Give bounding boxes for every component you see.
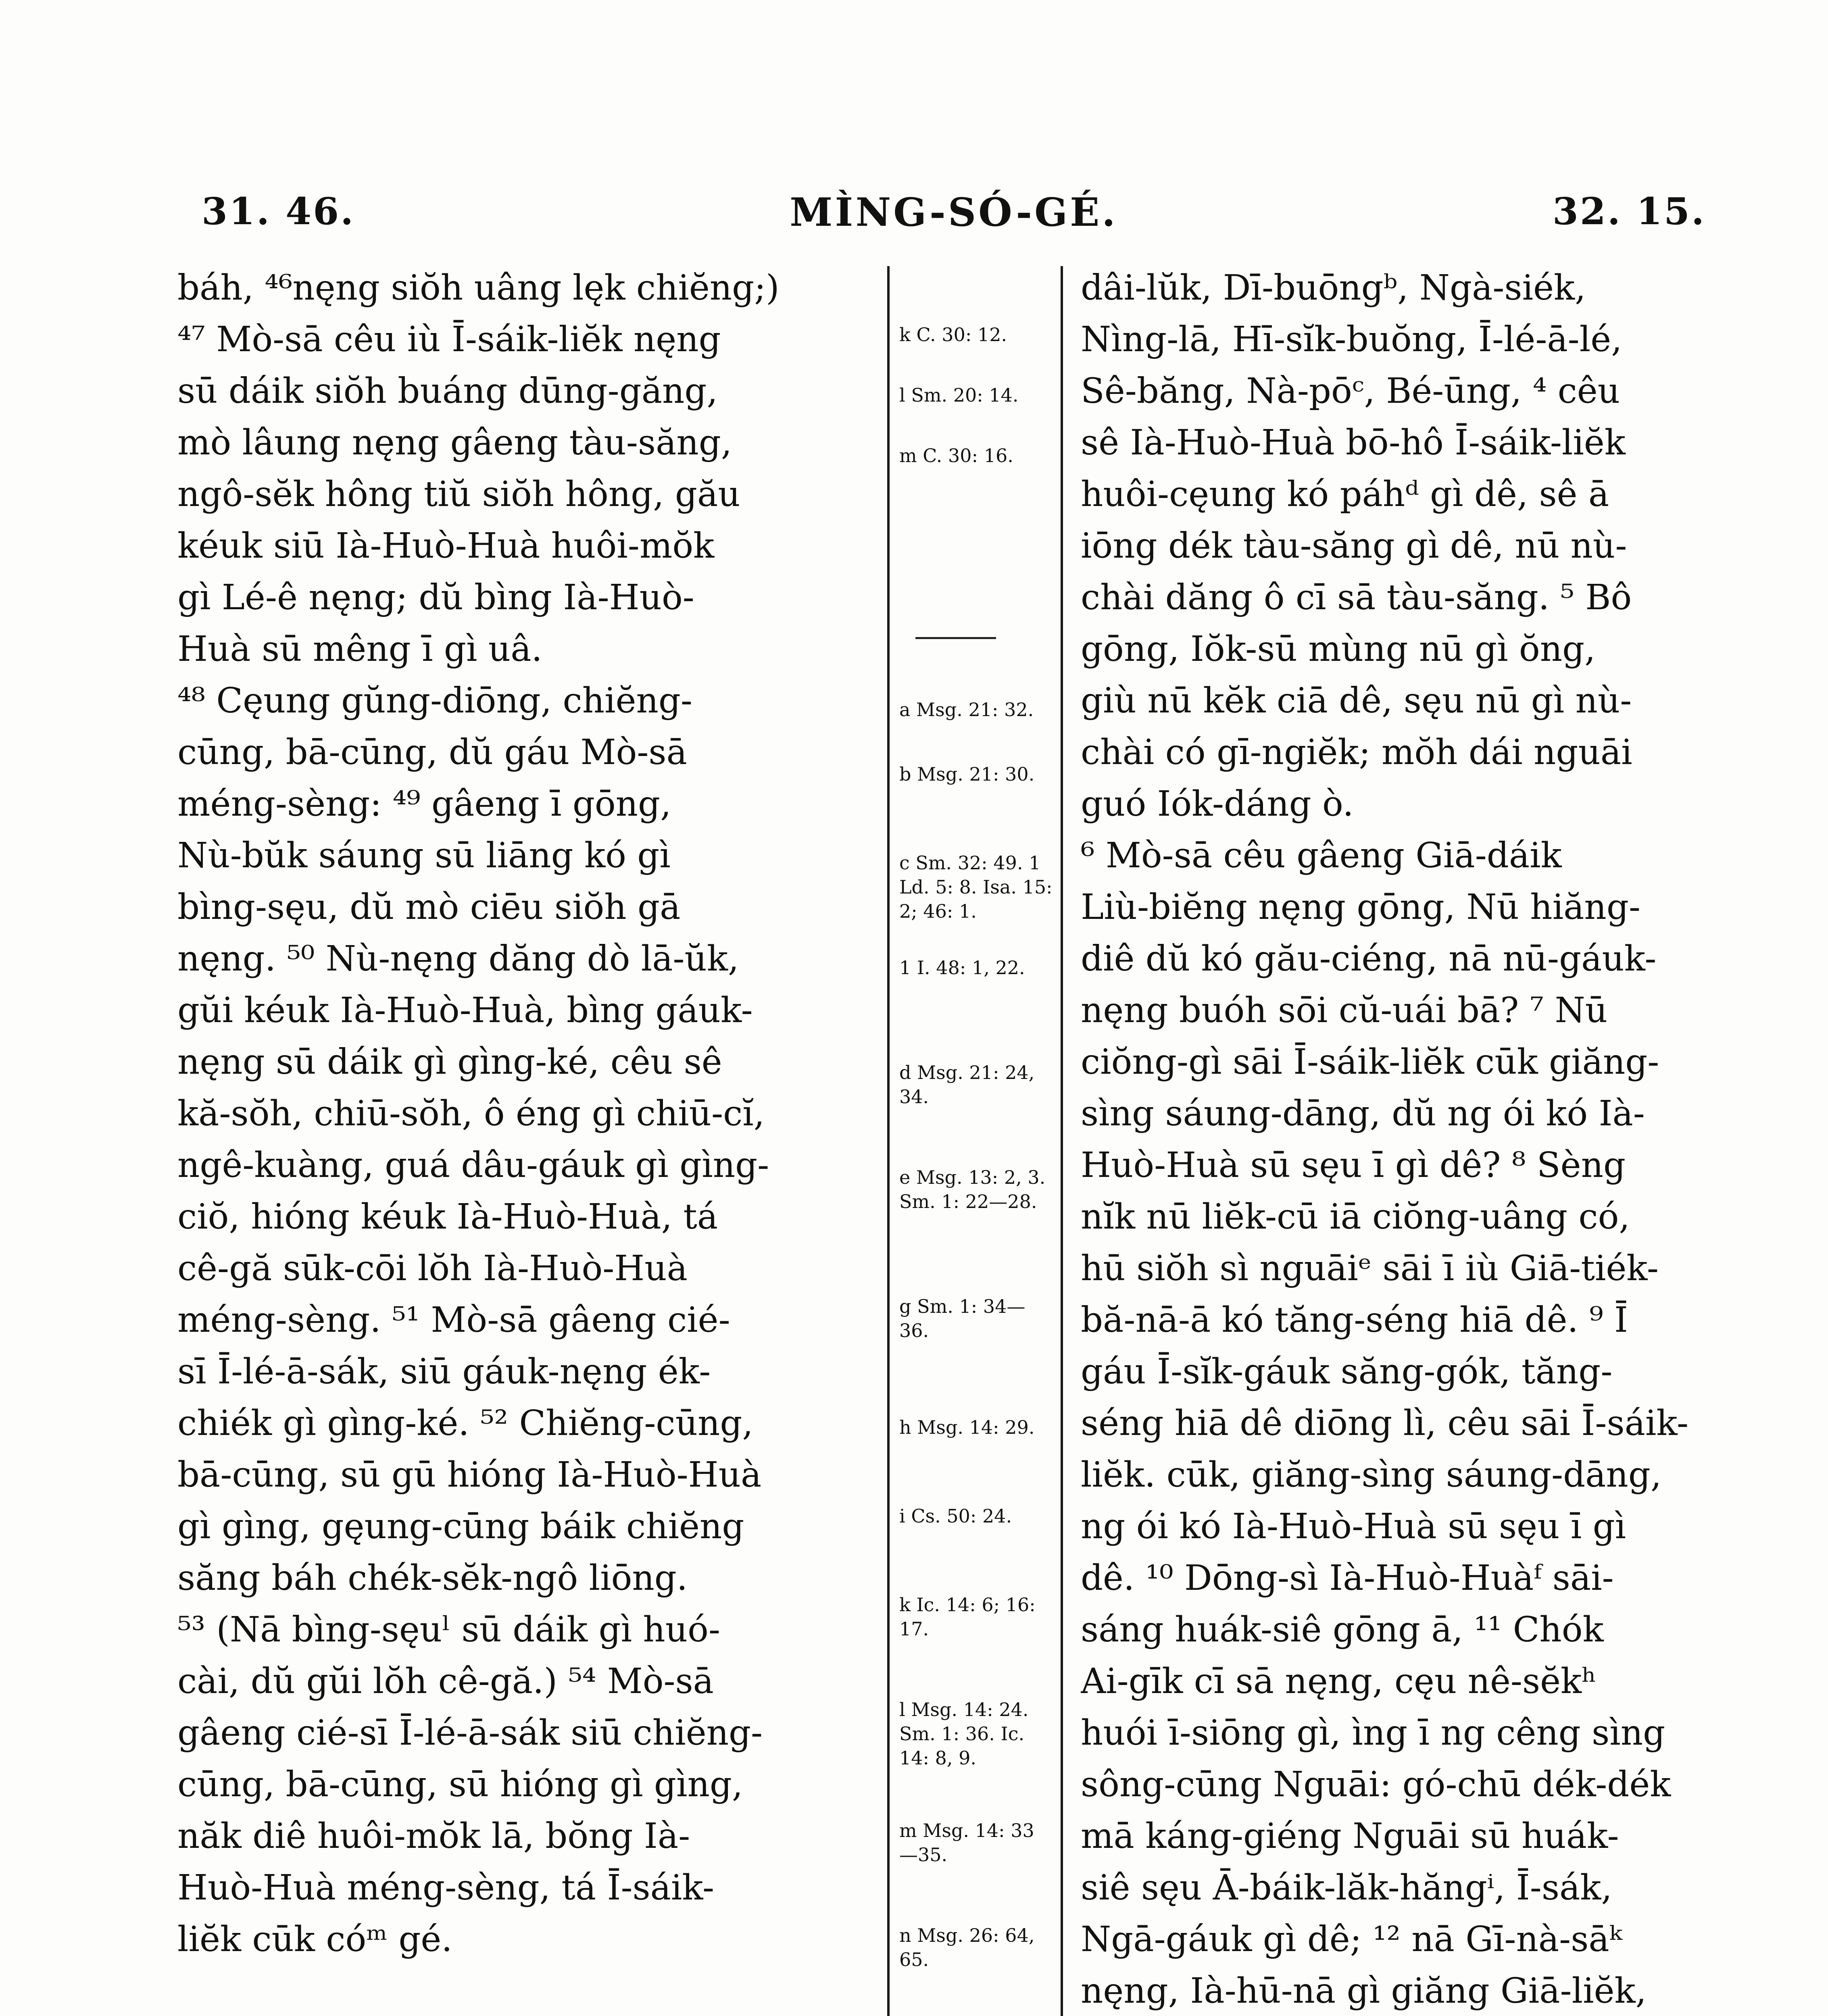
text-line: gâeng cié-sī Ī-lé-ā-sák siū chiĕng- (177, 1713, 763, 1753)
marginal-reference: b Msg. 21: 30. (899, 763, 1035, 785)
marginal-reference: m Msg. 14: 33—35. (899, 1820, 1034, 1866)
text-line: sìng sáung-dāng, dŭ ng ói kó Ià- (1081, 1093, 1645, 1134)
text-line: năk diê huôi-mŏk lā, bŏng Ià- (177, 1816, 690, 1856)
text-line: mò lâung nęng gâeng tàu-săng, (177, 423, 732, 463)
text-line: cê-gă sūk-cōi lŏh Ià-Huò-Huà (177, 1248, 688, 1289)
text-line: nĭk nū liĕk-cū iā ciŏng-uâng có, (1081, 1197, 1630, 1237)
text-line: sáng huák-siê gōng ā, ¹¹ Chók (1081, 1610, 1604, 1650)
text-line: séng hiā dê diōng lì, cêu sāi Ī-sáik- (1081, 1403, 1689, 1443)
text-line: dâi-lŭk, Dī-buōngᵇ, Ngà-siék, (1081, 268, 1586, 308)
text-line: ⁵³ (Nā bìng-sęuˡ sū dáik gì huó- (177, 1610, 721, 1650)
text-line: sū dáik siŏh buáng dūng-găng, (177, 371, 718, 411)
text-line: ⁶ Mò-sā cêu gâeng Giā-dáik (1081, 835, 1562, 876)
text-line: mā káng-giéng Nguāi sū huák- (1081, 1816, 1619, 1856)
text-line: giù nū kĕk ciā dê, sęu nū gì nù- (1081, 681, 1632, 721)
text-line: ⁴⁸ Cęung gŭng-diōng, chiĕng- (177, 681, 692, 721)
text-line: ciŏng-gì sāi Ī-sáik-liĕk cūk giăng- (1081, 1042, 1659, 1082)
text-line: gōng, Iŏk-sū mùng nū gì ŏng, (1081, 629, 1596, 669)
marginal-reference: l Msg. 14: 24. Sm. 1: 36. Ic. 14: 8, 9. (899, 1699, 1029, 1769)
text-line: chiék gì gìng-ké. ⁵² Chiĕng-cūng, (177, 1403, 753, 1443)
text-line: chài dăng ô cī sā tàu-săng. ⁵ Bô (1081, 577, 1632, 618)
text-line: ng ói kó Ià-Huò-Huà sū sęu ī gì (1081, 1506, 1626, 1547)
text-line: liĕk cūk cóᵐ gé. (177, 1919, 452, 1960)
text-line: săng báh chék-sĕk-ngô liōng. (177, 1558, 688, 1598)
text-line: méng-sèng: ⁴⁹ gâeng ī gōng, (177, 784, 671, 824)
text-line: bìng-sęu, dŭ mò ciēu siŏh gā (177, 887, 681, 927)
marginal-reference: k C. 30: 12. (899, 324, 1007, 346)
left-column-text-before-chapter (177, 262, 871, 1965)
marginal-reference: h Msg. 14: 29. (899, 1416, 1035, 1438)
text-line: kă-sŏh, chiū-sŏh, ô éng gì chiū-cĭ, (177, 1093, 765, 1134)
text-line: gáu Ī-sĭk-gáuk săng-gók, tăng- (1081, 1352, 1613, 1392)
marginal-reference: g Sm. 1: 34—36. (899, 1295, 1026, 1341)
marginal-reference: c Sm. 32: 49. 1 Ld. 5: 8. Isa. 15: 2; 46: 1. (899, 852, 1053, 922)
text-line: Huò-Huà sū sęu ī gì dê? ⁸ Sèng (1081, 1145, 1626, 1185)
running-header (202, 190, 1706, 238)
left-column (177, 262, 871, 2016)
text-line: siê sęu Ā-báik-lăk-hăngⁱ, Ī-sák, (1081, 1868, 1612, 1908)
marginal-reference: d Msg. 21: 24, 34. (899, 1062, 1035, 1108)
text-line: Nù-bŭk sáung sū liāng kó gì (177, 835, 671, 876)
text-line: diê dŭ kó gău-ciéng, nā nū-gáuk- (1081, 939, 1657, 979)
marginal-reference: i Cs. 50: 24. (899, 1505, 1012, 1527)
text-line: bă-nā-ā kó tăng-séng hiā dê. ⁹ Ī (1081, 1300, 1628, 1340)
reference-divider (915, 637, 996, 639)
text-line: chài có gī-ngiĕk; mŏh dái nguāi (1081, 732, 1632, 773)
text-line: Sê-băng, Nà-pōᶜ, Bé-ūng, ⁴ cêu (1081, 371, 1620, 411)
text-line: ngê-kuàng, guá dâu-gáuk gì gìng- (177, 1145, 769, 1185)
marginal-reference: n Msg. 26: 64, 65. (899, 1924, 1035, 1970)
text-line: nęng sū dáik gì gìng-ké, cêu sê (177, 1042, 722, 1082)
header-left-reference: 31. 46. (202, 190, 355, 233)
text-line: cūng, bā-cūng, sū hióng gì gìng, (177, 1764, 743, 1805)
text-line: ngô-sĕk hông tiŭ siŏh hông, gău (177, 474, 740, 514)
header-right-reference: 32. 15. (1552, 190, 1706, 233)
right-column (1081, 262, 1782, 2016)
text-line: cài, dŭ gŭi lŏh cê-gă.) ⁵⁴ Mò-sā (177, 1661, 714, 1702)
text-line: cūng, bā-cūng, dŭ gáu Mò-sā (177, 732, 687, 773)
text-line: dê. ¹⁰ Dōng-sì Ià-Huò-Huàᶠ sāi- (1081, 1558, 1614, 1598)
text-line: Liù-biĕng nęng gōng, Nū hiăng- (1081, 887, 1640, 927)
text-line: nęng, Ià-hū-nā gì giăng Giā-liĕk, (1081, 1971, 1647, 2011)
marginal-reference: e Msg. 13: 2, 3. Sm. 1: 22—28. (899, 1166, 1046, 1212)
text-line: méng-sèng. ⁵¹ Mò-sā gâeng cié- (177, 1300, 730, 1340)
text-line: sê Ià-Huò-Huà bō-hô Ī-sáik-liĕk (1081, 423, 1626, 463)
text-line: báh, ⁴⁶nęng siŏh uâng lęk chiĕng;) (177, 268, 780, 308)
text-line: huôi-cęung kó páhᵈ gì dê, sê ā (1081, 474, 1609, 514)
text-line: gì Lé-ê nęng; dŭ bìng Ià-Huò- (177, 577, 694, 618)
text-line: gì gìng, gęung-cūng báik chiĕng (177, 1506, 744, 1547)
text-line: ⁴⁷ Mò-sā cêu iù Ī-sáik-liĕk nęng (177, 319, 721, 360)
text-line: hū siŏh sì nguāiᵉ sāi ī iù Giā-tiék- (1081, 1248, 1659, 1289)
header-title: MÌNG-SÓ-GÉ. (790, 190, 1118, 235)
column-rule-left (887, 266, 890, 2016)
text-line: Huò-Huà méng-sèng, tá Ī-sáik- (177, 1868, 715, 1908)
text-line: nęng buóh sōi cŭ-uái bā? ⁷ Nū (1081, 990, 1608, 1031)
text-line: guó Iók-dáng ò. (1081, 784, 1354, 824)
text-line: Nìng-lā, Hī-sĭk-buŏng, Ī-lé-ā-lé, (1081, 319, 1622, 360)
text-line: Ngā-gáuk gì dê; ¹² nā Gī-nà-sāᵏ (1081, 1919, 1622, 1960)
text-line: kéuk siū Ià-Huò-Huà huôi-mŏk (177, 526, 715, 566)
text-line: Huà sū mêng ī gì uâ. (177, 629, 542, 669)
text-line: sī Ī-lé-ā-sák, siū gáuk-nęng ék- (177, 1352, 711, 1392)
text-line: Ai-gīk cī sā nęng, cęu nê-sĕkʰ (1081, 1661, 1597, 1702)
text-line: ciŏ, hióng kéuk Ià-Huò-Huà, tá (177, 1197, 718, 1237)
text-line: liĕk. cūk, giăng-sìng sáung-dāng, (1081, 1455, 1662, 1495)
text-line: iōng dék tàu-săng gì dê, nū nù- (1081, 526, 1627, 566)
text-line: huói ī-siōng gì, ìng ī ng cêng sìng (1081, 1713, 1665, 1753)
marginal-reference: a Msg. 21: 32. (899, 699, 1034, 721)
text-line: gŭi kéuk Ià-Huò-Huà, bìng gáuk- (177, 990, 753, 1031)
marginal-reference: l Sm. 20: 14. (899, 384, 1019, 406)
right-column-text (1081, 262, 1782, 2016)
column-rule-right (1061, 266, 1063, 2016)
text-line: sông-cūng Nguāi: gó-chū dék-dék (1081, 1764, 1671, 1805)
marginal-reference: 1 I. 48: 1, 22. (899, 957, 1025, 979)
marginal-reference: m C. 30: 16. (899, 445, 1013, 467)
text-line: bā-cūng, sū gū hióng Ià-Huò-Huà (177, 1455, 762, 1495)
marginal-reference: k Ic. 14: 6; 16: 17. (899, 1594, 1036, 1640)
text-line: nęng. ⁵⁰ Nù-nęng dăng dò lā-ŭk, (177, 939, 739, 979)
